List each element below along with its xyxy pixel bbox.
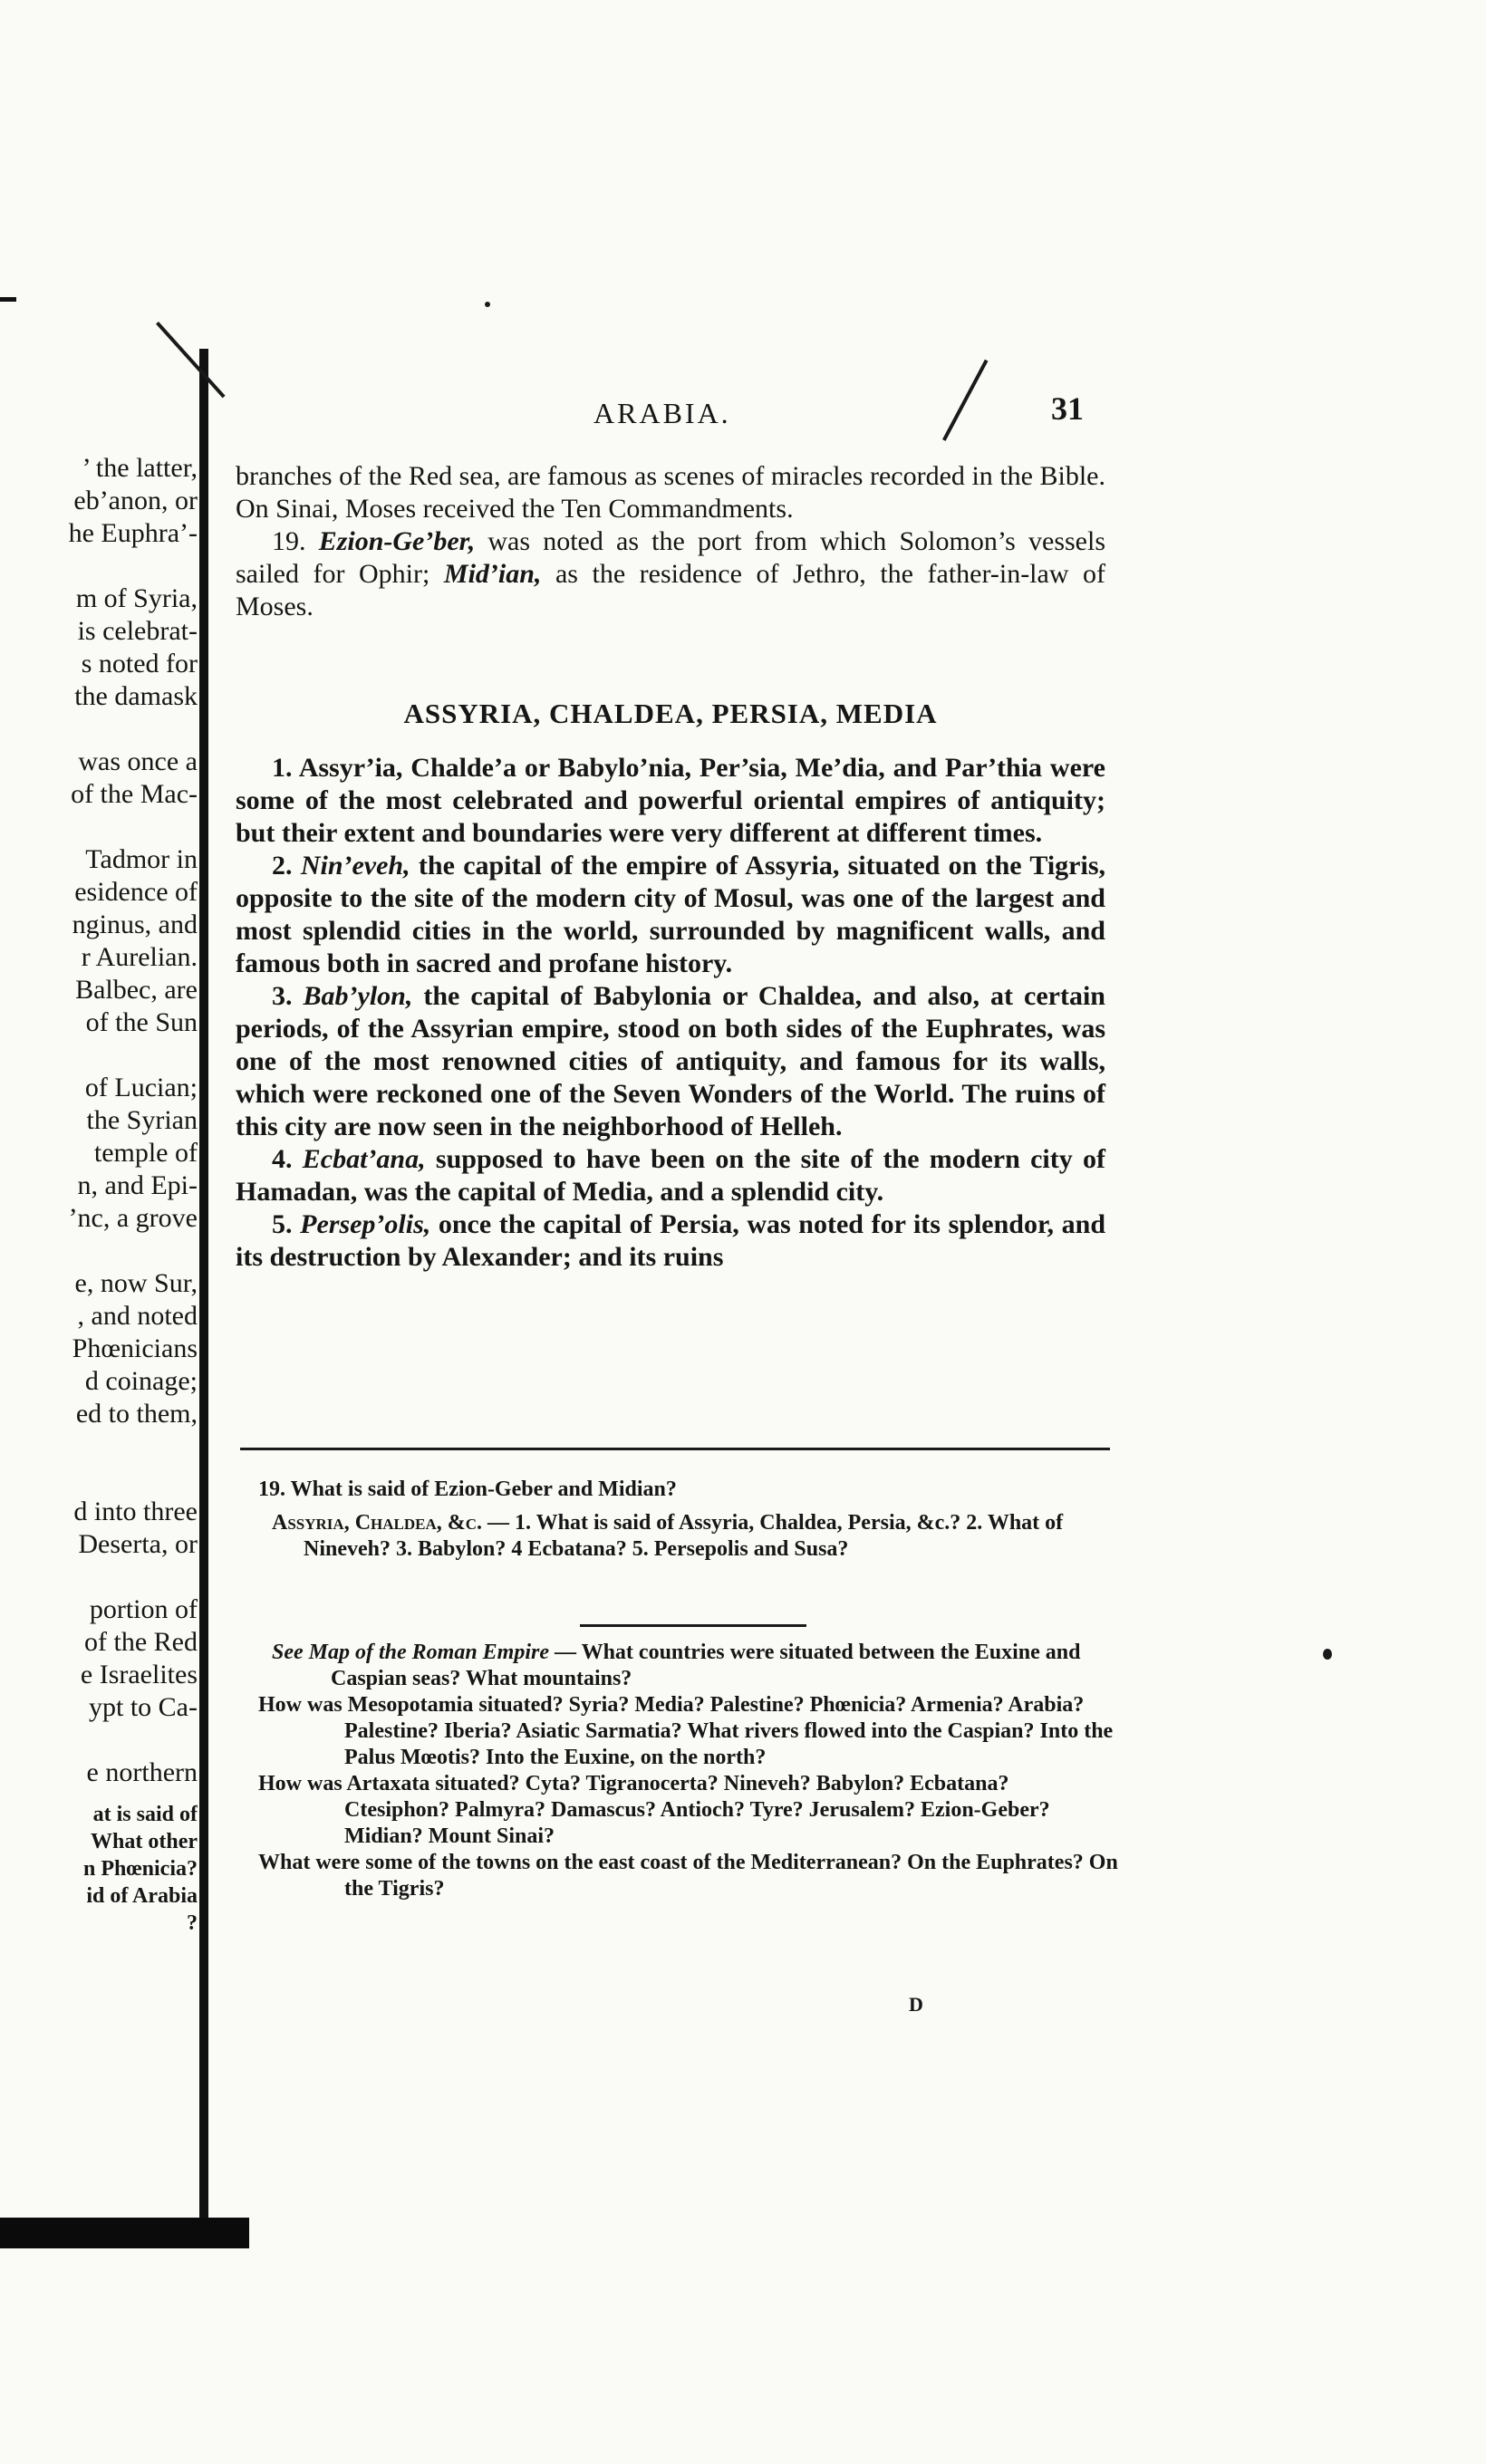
map-intro-text: — What countries were situated between the Euxine and Caspian seas? What mountains? <box>331 1641 1081 1690</box>
left-page-line: m of Syria, <box>75 583 198 613</box>
place-name: Persep’olis, <box>300 1209 431 1239</box>
left-page-line: was once a <box>78 746 198 776</box>
map-question-3 <box>258 1850 1119 1902</box>
paragraph-number: 19. <box>272 526 306 556</box>
left-page-line: of Lucian; <box>84 1073 198 1102</box>
left-page-line: n, and Epi- <box>77 1170 198 1200</box>
question-lead: How <box>258 1693 302 1717</box>
left-page-question-line: id of Arabia <box>86 1884 198 1908</box>
left-page-line: Deserta, or <box>78 1529 198 1559</box>
ink-dot-mark <box>485 302 490 307</box>
paragraph-number: 2. <box>272 851 293 881</box>
left-page-line: Tadmor in <box>85 844 198 874</box>
left-page-line: ’ the latter, <box>82 453 198 483</box>
paragraph-text: the capital of the empire of Assyria, situated on the Tigris, opposite to the site of the modern city of Mosul, was one of the largest and most splendid cities in the world, surrounded by magnificent walls, and famous both in sacred and profane history. <box>236 851 1105 978</box>
continuation-paragraph: branches of the Red sea, are famous as scenes of miracles recorded in the Bible. On Sinai, Moses received the Ten Commandments. <box>236 461 1105 524</box>
left-page-line: s noted for <box>81 649 198 679</box>
ink-dot-mark <box>1323 1649 1332 1660</box>
left-page-question-line: at is said of <box>92 1803 198 1826</box>
left-page-line: r Aurelian. <box>81 942 198 972</box>
left-page-line: Phœnicians <box>72 1333 198 1363</box>
footnote-rule <box>240 1448 1110 1450</box>
left-page-line: e northern <box>86 1757 198 1787</box>
left-page-line: of the Red <box>84 1627 198 1657</box>
place-name: Mid’ian, <box>443 559 542 589</box>
left-page-line: the Syrian <box>86 1105 198 1135</box>
map-question-1 <box>258 1692 1119 1771</box>
paragraph-text: as the residence of Jethro, the father-in-law of Moses. <box>236 559 1106 621</box>
left-page-question-line: What other <box>91 1830 198 1853</box>
top-text <box>236 460 1105 623</box>
paragraph-2 <box>236 850 1105 980</box>
question-assyria <box>258 1510 1119 1563</box>
paragraph-3 <box>236 980 1105 1143</box>
place-name: Ecbat’ana, <box>302 1144 426 1174</box>
left-page-line: d coinage; <box>84 1366 198 1396</box>
left-page-line: , and noted <box>77 1301 198 1331</box>
paragraph-text: supposed to have been on the site of the modern city of Hamadan, was the capital of Media, and a splendid city. <box>236 1144 1105 1207</box>
gutter-binding-line <box>199 349 208 2224</box>
question-19: 19. What is said of Ezion-Geber and Midian? <box>258 1477 677 1501</box>
paragraph-text: once the capital of Persia, was noted for its splendor, and its destruction by Alexander; and its ruins <box>236 1209 1106 1272</box>
section-body <box>236 752 1105 1274</box>
paragraph-number: 3. <box>272 981 293 1011</box>
left-page-line: ed to them, <box>75 1399 198 1429</box>
left-page-line: he Euphra’- <box>68 518 198 548</box>
paragraph-19 <box>236 525 1105 623</box>
paragraph-text: was noted as the port from which Solomon’s vessels sailed for Ophir; <box>236 526 1106 589</box>
left-page-line: temple of <box>93 1138 198 1168</box>
paragraph-text: the capital of Babylonia or Chaldea, and also, at certain periods, of the Assyrian empire, stood on both sides of the Euphrates, was one of the most renowned cities of antiquity, and famous for its walls, which were reckoned one of the Seven Wonders of the World. The ruins of this city are now seen in the neighborhood of Helleh. <box>236 981 1105 1141</box>
left-page-question-line: n Phœnicia? <box>82 1857 198 1881</box>
question-text: were some of the towns on the east coast of the Mediterranean? On the Euphrates? On the Tigris? <box>315 1851 1118 1901</box>
place-name: Nin’eveh, <box>300 851 410 881</box>
gutter-dark-edge <box>0 2218 249 2248</box>
left-page-question-line: ? <box>187 1911 198 1935</box>
left-page-line: the damask <box>74 681 198 711</box>
paragraph-1: 1. Assyr’ia, Chalde’a or Babylo’nia, Per’sia, Me’dia, and Par’thia were some of the most celebrated and powerful oriental empires of antiquity; but their extent and boundaries were very different at different times. <box>236 753 1105 848</box>
question-label: Assyria, Chaldea, &c. <box>272 1511 483 1535</box>
signature-mark: D <box>909 1993 923 2016</box>
left-page-dash <box>0 297 16 302</box>
left-page-line: is celebrat- <box>77 616 198 646</box>
left-page-line: ypt to Ca- <box>89 1692 198 1722</box>
question-divider <box>580 1624 806 1627</box>
map-intro <box>258 1640 1119 1692</box>
map-reference: See Map of the Roman Empire <box>272 1641 550 1664</box>
question-text: was Mesopotamia situated? Syria? Media? Palestine? Phœnicia? Armenia? Arabia? Palestine? Iberia? Asiatic Sarmatia? What rivers flowed into the Caspian? Into the Palus Mœotis? Into the Euxine, on the north? <box>307 1693 1114 1769</box>
place-name: Bab’ylon, <box>303 981 413 1011</box>
left-page-line: nginus, and <box>72 910 198 939</box>
left-page-line: e, now Sur, <box>74 1268 198 1298</box>
left-page-line: e Israelites <box>80 1660 198 1689</box>
map-questions <box>258 1640 1119 1902</box>
left-page-line: esidence of <box>74 877 198 907</box>
paragraph-number: 5. <box>272 1209 293 1239</box>
paragraph-number: 4. <box>272 1144 293 1174</box>
left-page-line: eb’anon, or <box>73 486 198 515</box>
question-text: — 1. What is said of Assyria, Chaldea, Persia, &c.? 2. What of Nineveh? 3. Babylon? 4 Ecbatana? 5. Persepolis and Susa? <box>304 1511 1064 1561</box>
left-page-line: ’nc, a grove <box>68 1203 198 1233</box>
question-text: was Artaxata situated? Cyta? Tigranocerta? Nineveh? Babylon? Ecbatana? Ctesiphon? Palmyra? Damascus? Antioch? Tyre? Jerusalem? Ezion-Geber? Midian? Mount Sinai? <box>307 1772 1050 1848</box>
left-page-line: of the Mac- <box>71 779 198 809</box>
question-lead: What <box>258 1851 311 1874</box>
paragraph-4 <box>236 1143 1105 1208</box>
left-page-line: Balbec, are <box>75 975 198 1005</box>
section-heading: ASSYRIA, CHALDEA, PERSIA, MEDIA <box>403 698 938 729</box>
left-page-line: of the Sun <box>85 1007 198 1037</box>
page-number: 31 <box>1051 390 1084 427</box>
left-page-line: portion of <box>89 1594 198 1624</box>
question-lead: How <box>258 1772 302 1795</box>
left-page-line: d into three <box>73 1497 198 1526</box>
map-question-2 <box>258 1771 1119 1850</box>
review-questions <box>258 1477 1119 1570</box>
running-head: ARABIA. <box>593 397 731 429</box>
paragraph-5 <box>236 1208 1105 1274</box>
place-name: Ezion-Ge’ber, <box>318 526 476 556</box>
